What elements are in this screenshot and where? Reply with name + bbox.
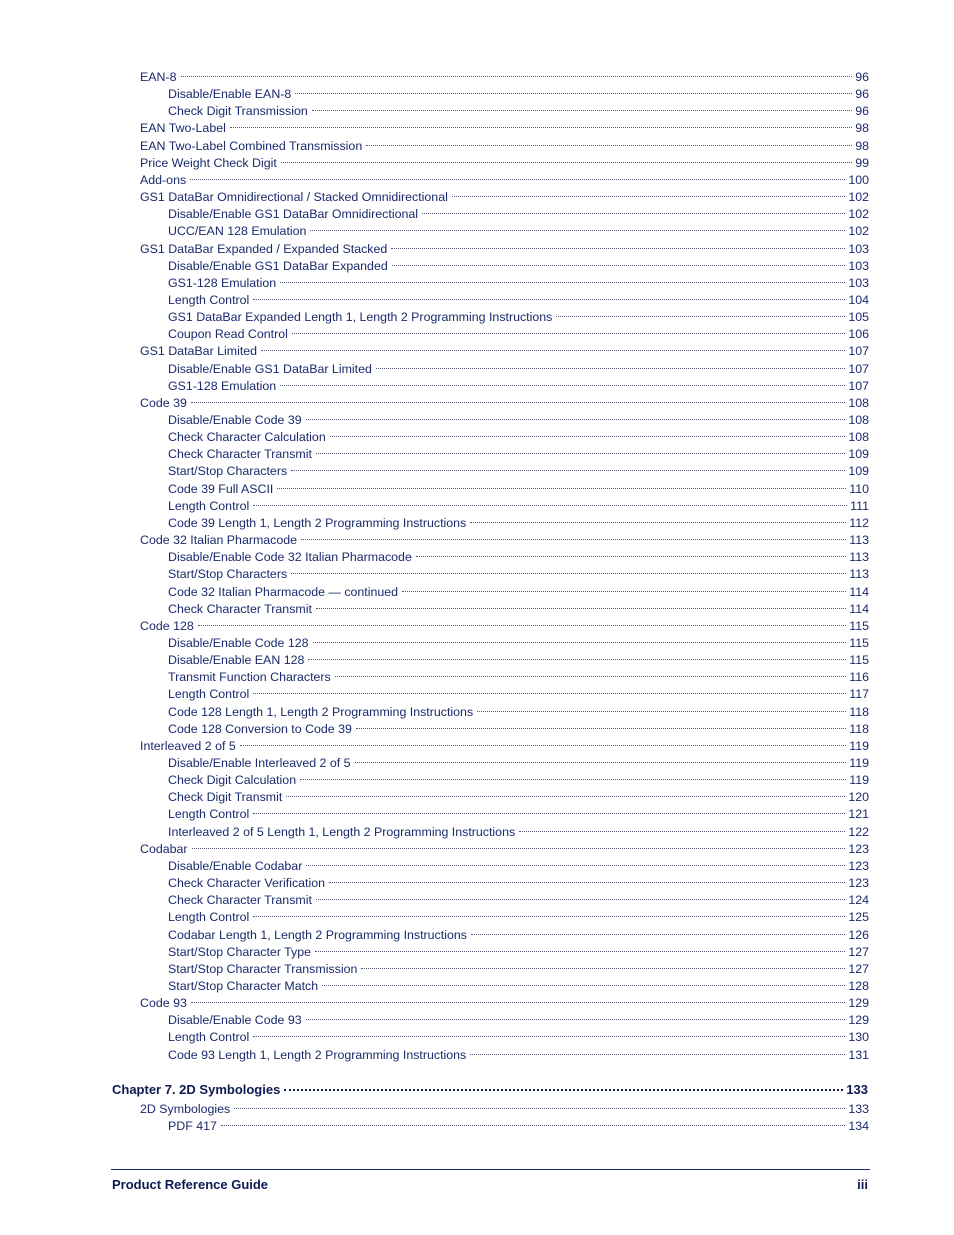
toc-entry-title: Start/Stop Characters bbox=[168, 464, 288, 479]
toc-entry-title: Start/Stop Character Type bbox=[168, 944, 312, 959]
toc-entry[interactable] bbox=[168, 596, 869, 616]
toc-entry-title: Check Digit Transmit bbox=[168, 790, 283, 805]
toc-entry-page: 107 bbox=[848, 361, 869, 376]
toc-entry[interactable] bbox=[168, 253, 869, 273]
toc-entry-title: Length Control bbox=[168, 1030, 250, 1045]
dot-leader bbox=[300, 767, 848, 784]
toc-entry-page: 103 bbox=[848, 241, 869, 256]
toc-entry-page: 115 bbox=[849, 653, 869, 668]
dot-leader bbox=[221, 1113, 847, 1130]
toc-entry-page: 118 bbox=[849, 721, 869, 736]
toc-entry-page: 104 bbox=[848, 292, 869, 307]
toc-entry[interactable] bbox=[168, 510, 869, 530]
toc-entry[interactable] bbox=[140, 150, 869, 170]
dot-leader bbox=[422, 201, 847, 218]
toc-entry-title: Chapter 7. 2D Symbologies bbox=[112, 1081, 281, 1097]
toc-entry[interactable] bbox=[168, 458, 869, 479]
toc-entry-page: 98 bbox=[855, 121, 869, 136]
dot-leader bbox=[240, 733, 848, 750]
toc-entry[interactable] bbox=[168, 81, 869, 102]
toc-entry-page: 116 bbox=[849, 670, 869, 685]
toc-entry-page: 96 bbox=[855, 104, 869, 119]
toc-entry-title: Disable/Enable Code 128 bbox=[168, 635, 309, 650]
toc-entry-title: GS1 DataBar Omnidirectional / Stacked Omnidirectional bbox=[140, 190, 448, 205]
toc-entry[interactable] bbox=[168, 699, 869, 719]
dot-leader bbox=[192, 836, 848, 853]
toc-entry[interactable] bbox=[168, 441, 869, 462]
dot-leader bbox=[295, 81, 854, 98]
toc-entry[interactable] bbox=[168, 801, 869, 822]
dot-leader bbox=[306, 1007, 848, 1024]
toc-entry-title: Codabar bbox=[140, 841, 188, 856]
toc-entry-page: 110 bbox=[849, 481, 869, 496]
toc-entry[interactable] bbox=[168, 870, 869, 891]
toc-entry[interactable] bbox=[168, 98, 869, 119]
toc-entry-title: Check Character Transmit bbox=[168, 601, 312, 616]
toc-entry[interactable] bbox=[168, 201, 869, 222]
toc-entry-title: Code 32 Italian Pharmacode bbox=[140, 533, 298, 548]
toc-entry-page: 108 bbox=[848, 413, 869, 427]
toc-entry-title: Check Digit Transmission bbox=[168, 104, 308, 119]
toc-entry-title: Code 128 Length 1, Length 2 Programming Instructions bbox=[168, 704, 474, 719]
dot-leader bbox=[234, 1096, 847, 1113]
dot-leader bbox=[312, 98, 854, 115]
dot-leader bbox=[253, 904, 847, 921]
toc-entry[interactable] bbox=[168, 664, 869, 685]
toc-entry-title: Coupon Read Control bbox=[168, 327, 288, 342]
dot-leader bbox=[335, 664, 848, 681]
toc-entry-title: GS1-128 Emulation bbox=[168, 378, 277, 393]
dot-leader bbox=[253, 493, 849, 510]
toc-entry[interactable] bbox=[168, 579, 869, 599]
toc-entry-title: Length Control bbox=[168, 498, 250, 513]
dot-leader bbox=[301, 527, 848, 544]
dot-leader bbox=[280, 373, 847, 390]
toc-entry-page: 122 bbox=[848, 824, 869, 839]
toc-entry[interactable] bbox=[140, 64, 869, 84]
dot-leader bbox=[281, 150, 854, 167]
dot-leader bbox=[190, 167, 847, 184]
toc-entry-page: 102 bbox=[848, 190, 869, 205]
toc-entry[interactable] bbox=[168, 561, 869, 582]
toc-entry-page: 109 bbox=[848, 447, 869, 462]
toc-entry[interactable] bbox=[140, 236, 869, 256]
toc-entry-page: 125 bbox=[848, 910, 869, 925]
dot-leader bbox=[286, 784, 847, 801]
toc-entry-title: Codabar Length 1, Length 2 Programming Instructions bbox=[168, 927, 467, 942]
toc-entry-title: Disable/Enable Codabar bbox=[168, 858, 303, 873]
toc-entry[interactable] bbox=[168, 544, 869, 565]
dot-leader bbox=[366, 133, 854, 150]
dot-leader bbox=[253, 287, 847, 304]
toc-entry-title: Price Weight Check Digit bbox=[140, 155, 277, 170]
dot-leader bbox=[277, 476, 848, 493]
toc-entry[interactable] bbox=[168, 493, 869, 513]
toc-entry-page: 119 bbox=[849, 738, 869, 753]
toc-entry-page: 119 bbox=[849, 773, 869, 788]
dot-leader bbox=[306, 407, 848, 424]
toc-entry-page: 134 bbox=[848, 1118, 869, 1133]
toc-entry-title: Code 39 Length 1, Length 2 Programming Instructions bbox=[168, 515, 467, 530]
toc-entry-page: 96 bbox=[855, 87, 869, 102]
toc-entry-page: 133 bbox=[848, 1101, 869, 1116]
dot-leader bbox=[329, 870, 847, 887]
dot-leader bbox=[355, 750, 849, 767]
toc-entry-page: 130 bbox=[848, 1030, 869, 1045]
toc-entry[interactable] bbox=[140, 167, 869, 187]
dot-leader bbox=[376, 356, 847, 373]
dot-leader bbox=[391, 236, 847, 253]
toc-entry[interactable] bbox=[140, 390, 869, 410]
toc-entry[interactable] bbox=[168, 407, 869, 427]
toc-entry-page: 123 bbox=[848, 841, 869, 856]
toc-entry[interactable] bbox=[168, 1007, 869, 1028]
dot-leader bbox=[356, 716, 848, 733]
dot-leader bbox=[392, 253, 848, 270]
toc-entry[interactable] bbox=[168, 647, 869, 668]
toc-entry-title: Add-ons bbox=[140, 172, 187, 187]
toc-entry-title: Disable/Enable EAN-8 bbox=[168, 87, 292, 102]
toc-entry-page: 105 bbox=[848, 310, 869, 325]
dot-leader bbox=[291, 458, 847, 475]
dot-leader bbox=[291, 561, 848, 578]
toc-entry[interactable] bbox=[168, 1113, 869, 1133]
toc-entry-page: 123 bbox=[848, 858, 869, 873]
toc-entry[interactable] bbox=[168, 356, 869, 376]
dot-leader bbox=[253, 1024, 847, 1041]
toc-entry-page: 120 bbox=[848, 790, 869, 805]
toc-entry[interactable] bbox=[140, 133, 869, 153]
toc-entry-page: 115 bbox=[849, 635, 869, 650]
toc-entry-page: 118 bbox=[849, 704, 869, 719]
dot-leader bbox=[416, 544, 848, 561]
toc-entry-page: 113 bbox=[849, 567, 869, 582]
dot-leader bbox=[330, 424, 848, 441]
toc-entry-title: GS1 DataBar Expanded / Expanded Stacked bbox=[140, 241, 388, 256]
toc-entry-page: 106 bbox=[848, 327, 869, 342]
toc-entry-page: 102 bbox=[848, 207, 869, 222]
toc-entry-title: Disable/Enable Code 39 bbox=[168, 413, 302, 427]
toc-entry-title: Check Character Calculation bbox=[168, 430, 326, 445]
toc-entry-title: Code 93 Length 1, Length 2 Programming Instructions bbox=[168, 1047, 467, 1062]
dot-leader bbox=[310, 218, 847, 235]
toc-entry-title: Interleaved 2 of 5 Length 1, Length 2 Programming Instructions bbox=[168, 824, 516, 839]
toc-entry[interactable] bbox=[168, 424, 869, 445]
dot-leader bbox=[470, 1042, 847, 1059]
dot-leader bbox=[306, 853, 847, 870]
toc-entry-page: 123 bbox=[848, 876, 869, 891]
dot-leader bbox=[181, 64, 855, 81]
toc-entry[interactable] bbox=[168, 939, 869, 959]
dot-leader bbox=[402, 579, 848, 596]
toc-entry-title: Transmit Function Characters bbox=[168, 670, 331, 685]
toc-entry-title: Code 93 bbox=[140, 996, 187, 1011]
dot-leader bbox=[261, 338, 847, 355]
toc-entry-title: Length Control bbox=[168, 807, 250, 822]
dot-leader bbox=[308, 647, 848, 664]
toc-entry-page: 124 bbox=[848, 893, 869, 908]
dot-leader bbox=[519, 819, 847, 836]
dot-leader bbox=[361, 956, 847, 973]
toc-entry-title: GS1 DataBar Expanded Length 1, Length 2 Programming Instructions bbox=[168, 310, 553, 325]
toc-entry-title: Disable/Enable Interleaved 2 of 5 bbox=[168, 756, 351, 770]
toc-entry-page: 119 bbox=[849, 756, 869, 770]
toc-entry[interactable] bbox=[168, 956, 869, 976]
toc-entry-page: 112 bbox=[849, 515, 869, 530]
toc-entry-title: Start/Stop Character Match bbox=[168, 978, 319, 993]
dot-leader bbox=[292, 321, 847, 338]
toc-entry-page: 113 bbox=[849, 533, 869, 548]
dot-leader bbox=[280, 270, 847, 287]
toc-entry[interactable] bbox=[168, 819, 869, 839]
toc-entry-title: Start/Stop Characters bbox=[168, 567, 288, 582]
dot-leader bbox=[316, 441, 847, 458]
toc-entry-page: 126 bbox=[848, 927, 869, 942]
footer-page-number: iii bbox=[857, 1177, 868, 1192]
toc-entry-page: 117 bbox=[849, 687, 869, 702]
toc-entry-title: Start/Stop Character Transmission bbox=[168, 961, 358, 976]
footer-title: Product Reference Guide bbox=[112, 1177, 269, 1192]
toc-entry[interactable] bbox=[140, 613, 869, 633]
toc-entry-title: Disable/Enable GS1 DataBar Expanded bbox=[168, 258, 388, 273]
toc-entry-title: Length Control bbox=[168, 292, 250, 307]
toc-entry-title: Check Character Transmit bbox=[168, 893, 312, 908]
toc-entry[interactable] bbox=[168, 476, 869, 496]
toc-entry[interactable] bbox=[168, 853, 869, 873]
toc-entry[interactable] bbox=[168, 1024, 869, 1045]
toc-entry[interactable] bbox=[140, 527, 869, 548]
toc-entry-page: 109 bbox=[848, 464, 869, 479]
toc-entry-title: EAN-8 bbox=[140, 70, 177, 84]
toc-entry-page: 107 bbox=[848, 378, 869, 393]
dot-leader bbox=[253, 801, 847, 818]
toc-entry[interactable] bbox=[168, 1042, 869, 1062]
toc-entry[interactable] bbox=[168, 922, 869, 942]
dot-leader bbox=[313, 630, 849, 647]
toc-entry[interactable] bbox=[140, 733, 869, 753]
dot-leader bbox=[191, 390, 847, 407]
toc-entry-page: 114 bbox=[849, 584, 869, 599]
toc-entry-page: 96 bbox=[855, 70, 869, 84]
toc-entry-page: 111 bbox=[850, 498, 869, 513]
toc-entry-title: PDF 417 bbox=[168, 1118, 217, 1133]
dot-leader bbox=[253, 681, 848, 698]
toc-entry-page: 129 bbox=[848, 996, 869, 1011]
toc-entry[interactable] bbox=[168, 304, 869, 325]
toc-chapter-entry[interactable] bbox=[112, 1077, 868, 1097]
toc-entry[interactable] bbox=[168, 287, 869, 307]
toc-entry[interactable] bbox=[140, 1096, 869, 1116]
dot-leader bbox=[316, 887, 847, 904]
toc-entry-page: 127 bbox=[848, 961, 869, 976]
toc-entry-title: UCC/EAN 128 Emulation bbox=[168, 224, 307, 239]
toc-entry-title: Interleaved 2 of 5 bbox=[140, 738, 236, 753]
dot-leader bbox=[477, 699, 848, 716]
dot-leader bbox=[471, 922, 847, 939]
dot-leader bbox=[316, 596, 848, 613]
toc-entry[interactable] bbox=[168, 218, 869, 239]
toc-entry-title: Check Digit Calculation bbox=[168, 773, 297, 788]
toc-entry-title: Disable/Enable GS1 DataBar Omnidirectional bbox=[168, 207, 419, 222]
toc-entry-title: Disable/Enable Code 32 Italian Pharmacode bbox=[168, 550, 412, 565]
toc-entry-title: Disable/Enable EAN 128 bbox=[168, 653, 305, 668]
toc-entry-page: 115 bbox=[849, 618, 869, 633]
toc-entry[interactable] bbox=[140, 338, 869, 359]
toc-entry-title: Check Character Transmit bbox=[168, 447, 312, 462]
toc-entry[interactable] bbox=[168, 630, 869, 650]
toc-entry[interactable] bbox=[168, 784, 869, 805]
dot-leader bbox=[470, 510, 848, 527]
toc-entry-page: 100 bbox=[848, 172, 869, 187]
toc-entry[interactable] bbox=[168, 887, 869, 908]
toc-entry-page: 129 bbox=[848, 1013, 869, 1028]
toc-entry-title: Code 39 Full ASCII bbox=[168, 481, 274, 496]
toc-entry-page: 99 bbox=[855, 155, 869, 170]
toc-entry-title: Disable/Enable GS1 DataBar Limited bbox=[168, 361, 372, 376]
toc-entry-page: 113 bbox=[849, 550, 869, 565]
toc-entry[interactable] bbox=[140, 115, 869, 136]
toc-entry[interactable] bbox=[168, 767, 869, 788]
toc-entry-title: Code 128 Conversion to Code 39 bbox=[168, 721, 352, 736]
footer-divider bbox=[111, 1169, 870, 1170]
dot-leader bbox=[315, 939, 847, 956]
toc-entry[interactable] bbox=[168, 973, 869, 993]
toc-entry-title: Length Control bbox=[168, 687, 250, 702]
toc-entry-title: EAN Two-Label Combined Transmission bbox=[140, 138, 363, 153]
toc-entry[interactable] bbox=[168, 904, 869, 925]
dot-leader bbox=[191, 990, 847, 1007]
dot-leader bbox=[452, 184, 847, 201]
toc-entry[interactable] bbox=[140, 990, 869, 1011]
toc-entry-title: Code 128 bbox=[140, 618, 194, 633]
toc-entry-page: 121 bbox=[848, 807, 869, 822]
dot-leader bbox=[556, 304, 847, 321]
dot-leader bbox=[322, 973, 847, 990]
toc-entry[interactable] bbox=[168, 681, 869, 702]
toc-entry-page: 103 bbox=[848, 258, 869, 273]
dot-leader bbox=[284, 1077, 845, 1094]
toc-entry-title: GS1 DataBar Limited bbox=[140, 344, 258, 359]
dot-leader bbox=[230, 115, 854, 132]
dot-leader bbox=[198, 613, 848, 630]
toc-entry[interactable] bbox=[140, 184, 869, 205]
toc-entry-title: Code 32 Italian Pharmacode — continued bbox=[168, 584, 399, 599]
toc-entry[interactable] bbox=[140, 836, 869, 856]
toc-entry-title: EAN Two-Label bbox=[140, 121, 226, 136]
toc-entry-title: GS1-128 Emulation bbox=[168, 275, 277, 290]
toc-entry[interactable] bbox=[168, 321, 869, 342]
toc-entry-page: 128 bbox=[848, 978, 869, 993]
toc-entry[interactable] bbox=[168, 270, 869, 290]
toc-entry-title: 2D Symbologies bbox=[140, 1101, 231, 1116]
toc-entry-page: 103 bbox=[848, 275, 869, 290]
toc-entry-page: 127 bbox=[848, 944, 869, 959]
toc-entry-page: 133 bbox=[846, 1081, 868, 1097]
toc-entry[interactable] bbox=[168, 750, 869, 770]
toc-entry-title: Code 39 bbox=[140, 395, 187, 410]
toc-entry-page: 114 bbox=[849, 601, 869, 616]
toc-entry-page: 108 bbox=[848, 430, 869, 445]
toc-entry-title: Length Control bbox=[168, 910, 250, 925]
toc-entry-page: 102 bbox=[848, 224, 869, 239]
toc-entry-page: 107 bbox=[848, 344, 869, 359]
toc-entry[interactable] bbox=[168, 716, 869, 736]
toc-entry-title: Disable/Enable Code 93 bbox=[168, 1013, 302, 1028]
toc-entry[interactable] bbox=[168, 373, 869, 393]
toc-entry-title: Check Character Verification bbox=[168, 876, 326, 891]
toc-entry-page: 98 bbox=[855, 138, 869, 153]
toc-entry-page: 131 bbox=[848, 1047, 869, 1062]
toc-entry-page: 108 bbox=[848, 395, 869, 410]
